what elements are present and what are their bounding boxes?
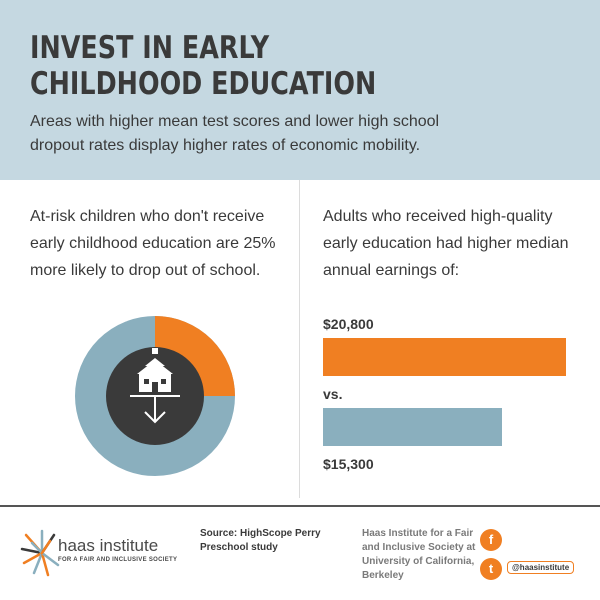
column-divider (299, 180, 300, 498)
org-line-1: Haas Institute for a Fair (362, 528, 474, 539)
title-line-1: INVEST IN EARLY (30, 30, 270, 66)
bar-high-quality-earnings (323, 338, 566, 376)
facebook-icon[interactable]: f (480, 529, 502, 551)
org-line-3: University of California, (362, 556, 475, 567)
twitter-icon[interactable]: t (480, 558, 502, 580)
dropout-text-line-3: more likely to drop out of school. (30, 262, 261, 279)
earnings-text-line-3: annual earnings of: (323, 262, 460, 279)
page-title (30, 30, 456, 102)
subtitle-line-2: dropout rates display higher rates of economic mobility. (30, 137, 421, 154)
twitter-handle[interactable]: @haasinstitute (507, 561, 574, 574)
dropout-donut-chart (75, 316, 235, 476)
org-line-2: and Inclusive Society at (362, 542, 476, 553)
dropout-stat-text (30, 203, 280, 284)
subtitle-line-1: Areas with higher mean test scores and lower high school (30, 113, 440, 130)
header-banner (0, 0, 600, 180)
earnings-text-line-2: early education had higher median (323, 235, 569, 252)
bar-label-high: $20,800 (323, 316, 374, 332)
logo-name: haas institute (58, 536, 159, 555)
title-line-2: CHILDHOOD EDUCATION (30, 66, 377, 102)
vs-label: vs. (323, 386, 343, 402)
organization-credit (362, 527, 477, 583)
org-line-4: Berkeley (362, 570, 404, 581)
source-citation (200, 527, 330, 555)
source-line-1: Source: HighScope Perry (200, 528, 321, 539)
page-subtitle (30, 110, 590, 158)
earnings-text-line-1: Adults who received high-quality (323, 208, 553, 225)
earnings-stat-text (323, 203, 583, 284)
footer-divider (0, 505, 600, 507)
dropout-text-line-1: At-risk children who don't receive (30, 208, 265, 225)
bar-label-low: $15,300 (323, 456, 374, 472)
logo-tagline: FOR A FAIR AND INCLUSIVE SOCIETY (58, 557, 178, 563)
dropout-text-line-2: early childhood education are 25% (30, 235, 276, 252)
bar-no-program-earnings (323, 408, 502, 446)
source-line-2: Preschool study (200, 542, 278, 553)
